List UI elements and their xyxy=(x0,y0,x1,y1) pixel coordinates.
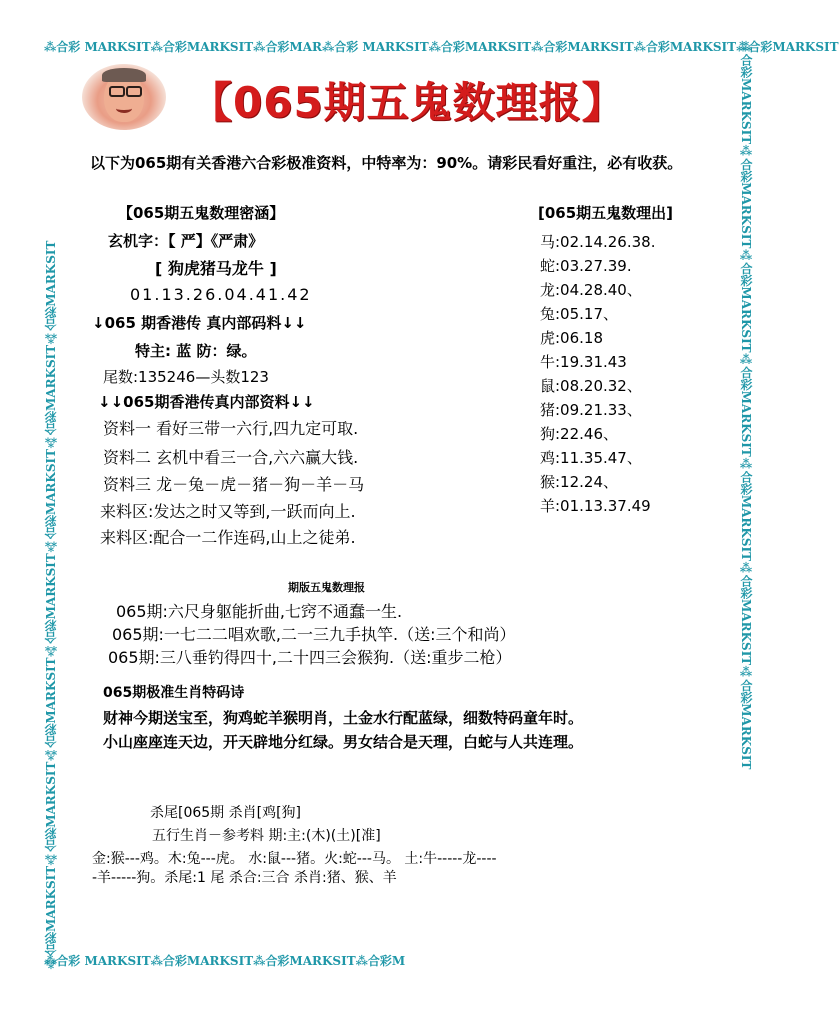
zodiac-row: 龙:04.28.40、 xyxy=(540,281,642,299)
frame-right-border: ⁂合彩MARKSIT⁂合彩MARKSIT⁂合彩MARKSIT⁂合彩MARKSIT⁂合彩MARKSIT⁂合彩MARKSIT⁂合彩MARKSIT xyxy=(739,40,753,770)
page-title: 【065期五鬼数理报】 xyxy=(190,78,625,127)
zodiac-row: 羊:01.13.37.49 xyxy=(540,497,651,515)
portrait-image xyxy=(82,64,166,130)
smile-icon xyxy=(116,104,132,113)
animals-line: [ 狗虎猪马龙牛 ] xyxy=(155,259,277,278)
laoliao-line-1: 来料区:发达之时又等到,一跃而向上. xyxy=(100,502,356,521)
xuanji-line: 玄机字：【 严】《严肃》 xyxy=(108,232,264,250)
weishu-line: 尾数:135246—头数123 xyxy=(103,368,269,386)
riddle-line-3: 065期:三八垂钓得四十,二十四三会猴狗.（送:重步二枪） xyxy=(108,648,512,667)
zodiac-row: 猪:09.21.33、 xyxy=(540,401,642,419)
numbers-line: 01.13.26.04.41.42 xyxy=(130,285,312,304)
frame-top-border: ⁂合彩 MARKSIT⁂合彩MARKSIT⁂合彩MAR⁂合彩 MARKSIT⁂合彩MARKSIT⁂合彩MARKSIT⁂合彩MARKSIT⁂合彩MARKSIT xyxy=(44,40,839,54)
tezhu-line: 特主: 蓝 防：绿。 xyxy=(135,342,257,360)
laoliao-line-2: 来料区:配合一二作连码,山上之徒弟. xyxy=(100,528,356,547)
poem-line-2: 小山座座连天边，开天辟地分红绿。男女结合是天理，白蛇与人共连理。 xyxy=(103,733,584,751)
frame-left-border: ⁂合彩MARKSIT⁂合彩MARKSIT⁂合彩MARKSIT⁂合彩MARKSIT⁂合彩MARKSIT⁂合彩MARKSIT⁂合彩MARKSIT xyxy=(44,240,58,970)
frame-bottom-border: ⁂合彩 MARKSIT⁂合彩MARKSIT⁂合彩MARKSIT⁂合彩M xyxy=(44,954,406,968)
wuxing-detail-line-1: 金:猴---鸡。木:兔---虎。 水:鼠---猪。火:蛇---马。 土:牛-----龙---- xyxy=(92,851,497,867)
zodiac-row: 猴:12.24、 xyxy=(540,473,618,491)
zodiac-row: 蛇:03.27.39. xyxy=(540,257,632,275)
ziliao-line-1: 资料一 看好三带一六行,四九定可取. xyxy=(103,419,359,438)
intro-text: 以下为065期有关香港六合彩极准资料，中特率为：90%。请彩民看好重注，必有收获。 xyxy=(90,154,683,172)
zodiac-row: 虎:06.18 xyxy=(540,329,603,347)
wuxing-line: 五行生肖－参考料 期:主:(木)(土)[准] xyxy=(152,828,381,844)
poem-heading: 065期极准生肖特码诗 xyxy=(103,685,245,701)
ziliao-line-2: 资料二 玄机中看三一合,六六赢大钱. xyxy=(103,448,359,467)
riddle-line-1: 065期:六尺身躯能折曲,七窍不通蠢一生. xyxy=(116,602,403,621)
glasses-right-icon xyxy=(126,86,142,97)
left-heading: 【065期五鬼数理密涵】 xyxy=(118,204,285,222)
poem-line-1: 财神今期送宝至，狗鸡蛇羊猴明肖，土金水行配蓝绿，细数特码童年时。 xyxy=(103,709,584,727)
zodiac-row: 兔:05.17、 xyxy=(540,305,618,323)
zodiac-row: 马:02.14.26.38. xyxy=(540,233,656,251)
right-heading: [065期五鬼数理出] xyxy=(538,204,674,222)
shawei-line: 杀尾[065期 杀肖[鸡[狗] xyxy=(150,805,302,821)
zodiac-row: 鼠:08.20.32、 xyxy=(540,377,642,395)
riddle-line-2: 065期:一七二二唱欢歌,二一三九手执竿.（送:三个和尚） xyxy=(112,625,516,644)
hair-shape xyxy=(102,68,146,82)
chuanzhen-line-1: ↓065 期香港传 真内部码料↓↓ xyxy=(92,314,307,332)
ziliao-line-3: 资料三 龙－兔－虎－猪－狗－羊－马 xyxy=(103,475,365,494)
zodiac-row: 牛:19.31.43 xyxy=(540,353,627,371)
chuanzhen-line-2: ↓↓065期香港传真内部资料↓↓ xyxy=(98,393,315,411)
wuxing-detail-line-2: -羊-----狗。杀尾:1 尾 杀合:三合 杀肖:猪、猴、羊 xyxy=(92,870,397,886)
zodiac-row: 鸡:11.35.47、 xyxy=(540,449,642,467)
zodiac-row: 狗:22.46、 xyxy=(540,425,618,443)
glasses-left-icon xyxy=(109,86,125,97)
section-small-heading: 期版五鬼数理报 xyxy=(288,581,365,594)
